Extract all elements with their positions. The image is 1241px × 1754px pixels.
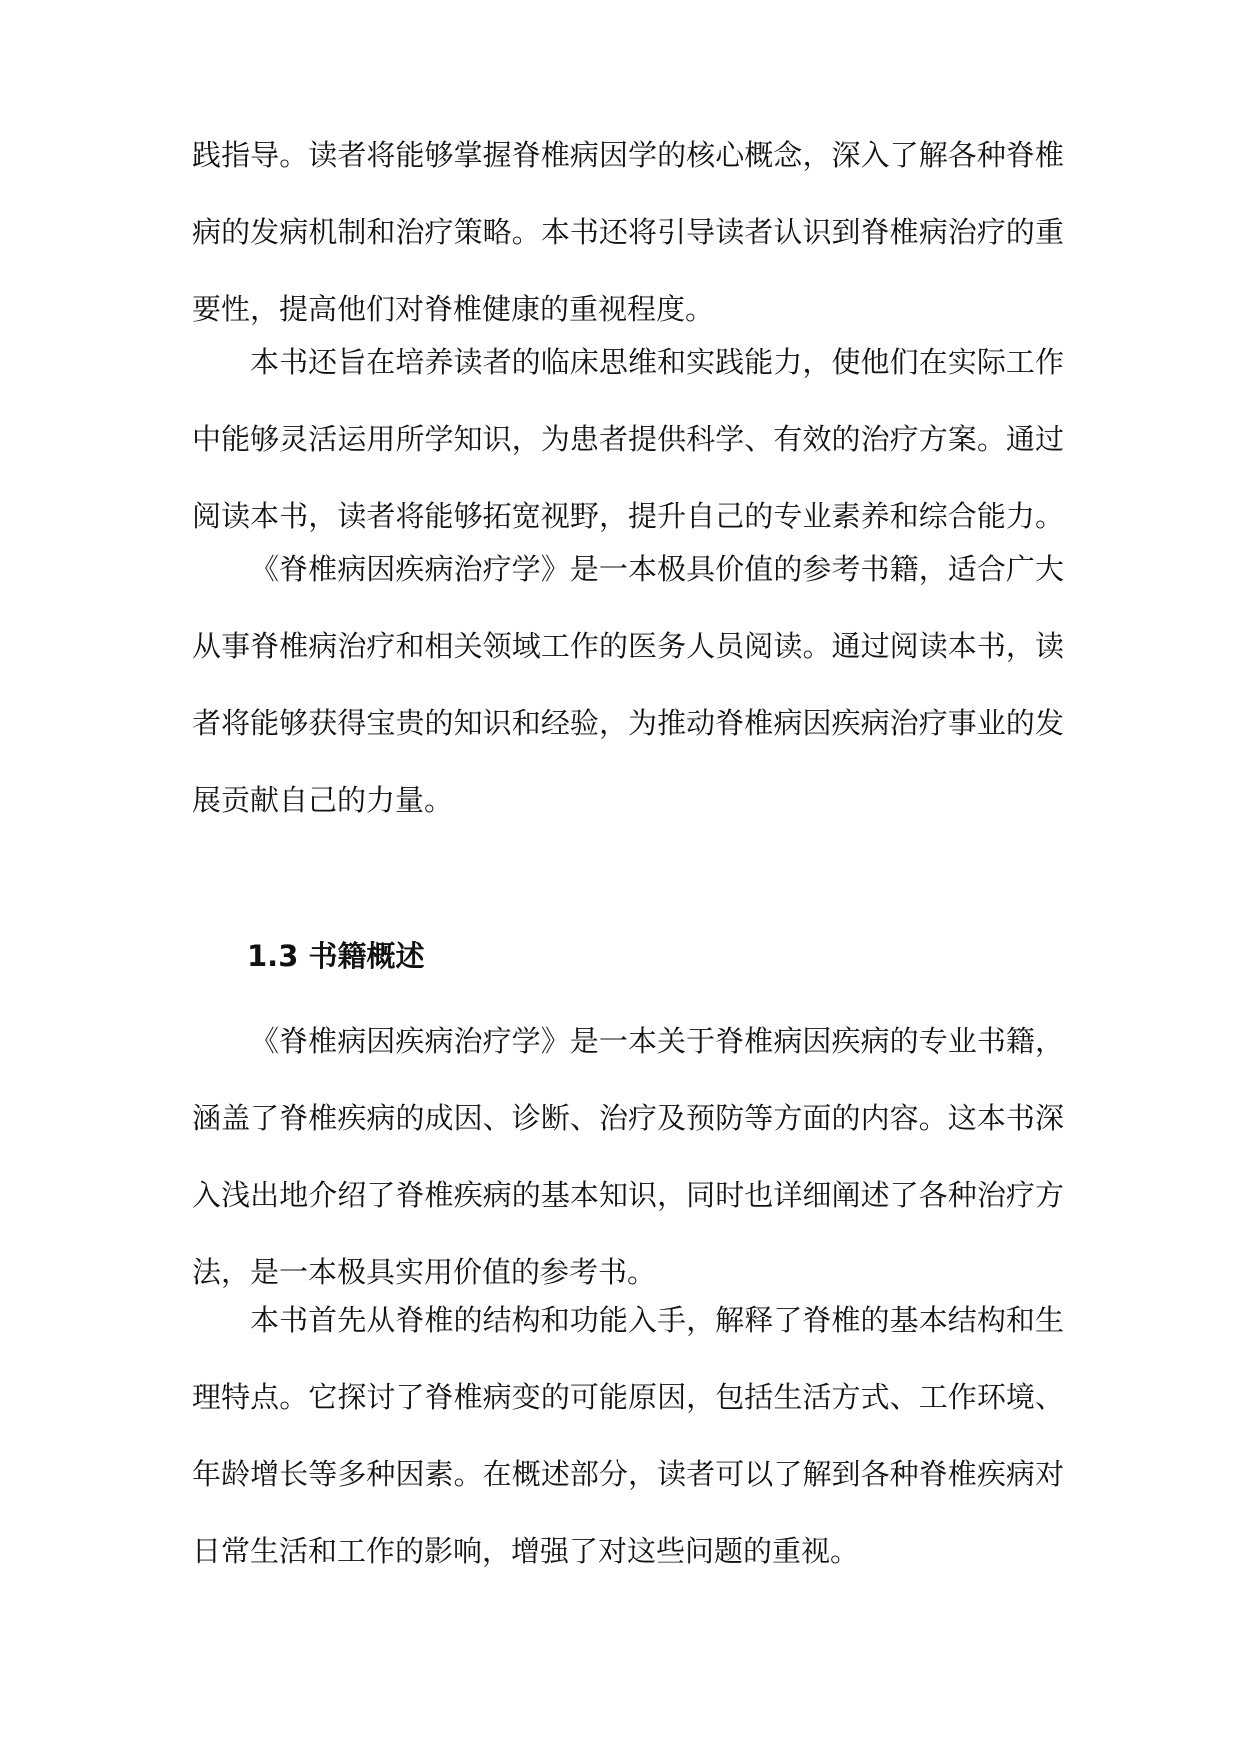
paragraph-line: 本书首先从脊椎的结构和功能入手，解释了脊椎的基本结构和生: [250, 1303, 1064, 1337]
paragraph-clinical-thinking: [192, 324, 1064, 555]
paragraph-line: 中能够灵活运用所学知识，为患者提供科学、有效的治疗方案。通过: [192, 422, 1064, 456]
paragraph-line: 理特点。它探讨了脊椎病变的可能原因，包括生活方式、工作环境、: [192, 1380, 1064, 1414]
paragraph-line: 入浅出地介绍了脊椎疾病的基本知识，同时也详细阐述了各种治疗方: [192, 1178, 1064, 1212]
paragraph-line: 阅读本书，读者将能够拓宽视野，提升自己的专业素养和综合能力。: [192, 499, 1064, 533]
paragraph-line: 要性，提高他们对脊椎健康的重视程度。: [192, 292, 715, 326]
paragraph-line: 践指导。读者将能够掌握脊椎病因学的核心概念，深入了解各种脊椎: [192, 138, 1064, 172]
paragraph-line: 者将能够获得宝贵的知识和经验，为推动脊椎病因疾病治疗事业的发: [192, 706, 1064, 740]
paragraph-book-value: [192, 531, 1064, 839]
paragraph-line: 法，是一本极具实用价值的参考书。: [192, 1255, 657, 1289]
section-heading: 1.3 书籍概述: [247, 939, 425, 973]
paragraph-line: 《脊椎病因疾病治疗学》是一本关于脊椎病因疾病的专业书籍，: [250, 1024, 1064, 1058]
paragraph-line: 涵盖了脊椎疾病的成因、诊断、治疗及预防等方面的内容。这本书深: [192, 1101, 1064, 1135]
paragraph-book-intro: [192, 1003, 1064, 1311]
paragraph-line: 年龄增长等多种因素。在概述部分，读者可以了解到各种脊椎疾病对: [192, 1457, 1064, 1491]
paragraph-line: 《脊椎病因疾病治疗学》是一本极具价值的参考书籍，适合广大: [250, 552, 1064, 586]
paragraph-line: 日常生活和工作的影响，增强了对这些问题的重视。: [192, 1534, 860, 1568]
paragraph-practice-guidance: [192, 117, 1064, 348]
paragraph-line: 本书还旨在培养读者的临床思维和实践能力，使他们在实际工作: [250, 345, 1064, 379]
paragraph-line: 病的发病机制和治疗策略。本书还将引导读者认识到脊椎病治疗的重: [192, 215, 1064, 249]
paragraph-line: 从事脊椎病治疗和相关领域工作的医务人员阅读。通过阅读本书，读: [192, 629, 1064, 663]
paragraph-line: 展贡献自己的力量。: [192, 783, 454, 817]
paragraph-spine-structure: [192, 1282, 1064, 1590]
